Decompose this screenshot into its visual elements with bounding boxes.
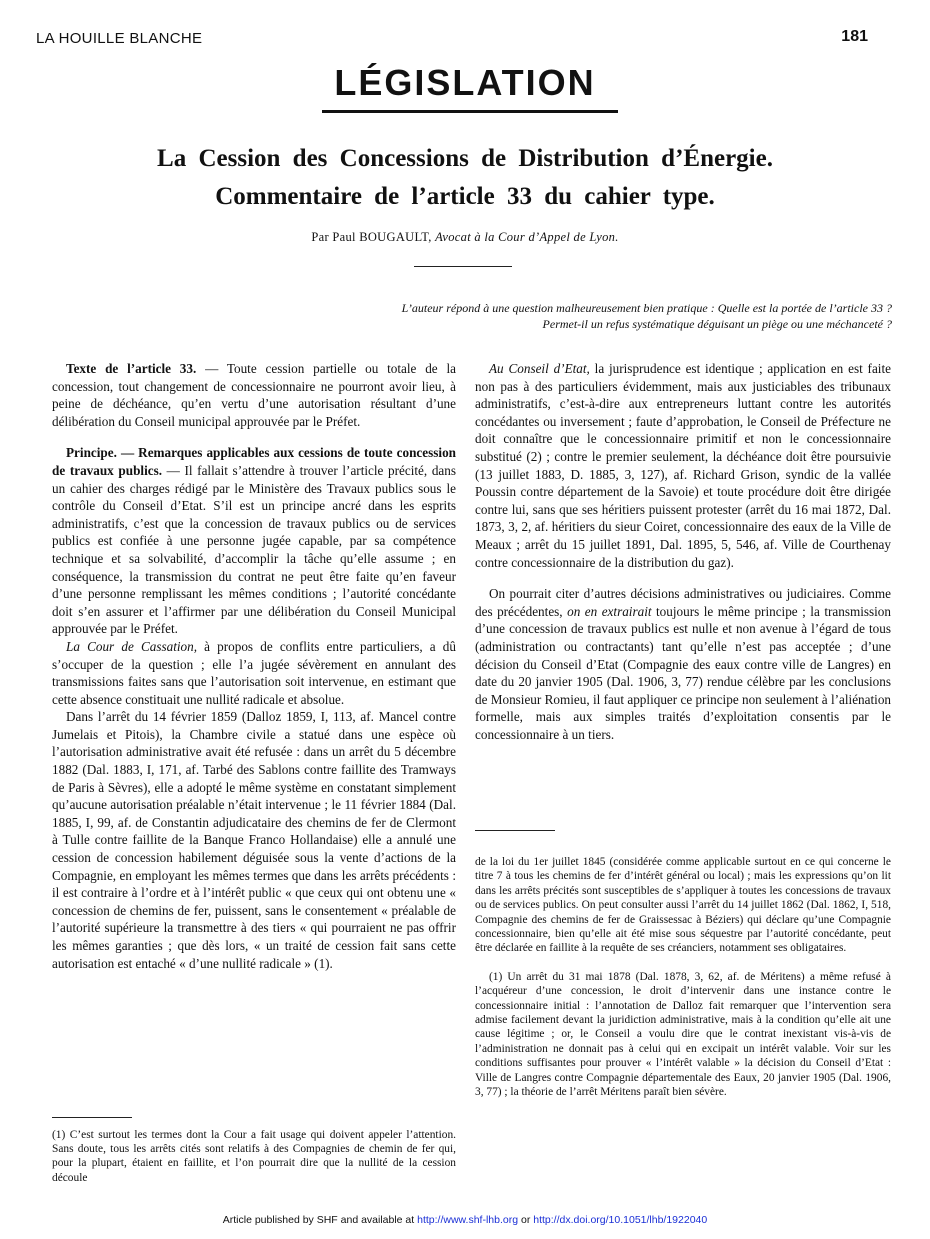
paragraph-body: On pourrait citer d’autres décisions administratives ou judiciaires. Comme des précédentes, — [475, 586, 891, 619]
article-title-line1: La Cession des Concessions de Distribution d’Énergie. — [157, 145, 773, 172]
publication-footer — [0, 1214, 930, 1226]
article-title-line2: Commentaire de l’article 33 du cahier type. — [215, 183, 715, 210]
paragraph-lead: Texte de l’article 33. — [66, 361, 197, 376]
section-underline — [322, 110, 618, 113]
footnotes-right — [475, 855, 891, 1100]
byline-author: Par Paul BOUGAULT, — [311, 230, 432, 244]
right-column — [475, 360, 891, 743]
paragraph-conseil-etat — [475, 360, 891, 571]
abstract — [252, 300, 892, 332]
page-number: 181 — [841, 28, 868, 45]
byline — [0, 230, 930, 245]
paragraph-principe — [52, 444, 456, 638]
doi-link[interactable]: http://dx.doi.org/10.1051/lhb/1922040 — [533, 1214, 708, 1226]
journal-name: LA HOUILLE BLANCHE — [36, 30, 203, 47]
footnote-2: (1) Un arrêt du 31 mai 1878 (Dal. 1878, 3, 62, af. de Méritens) a même refusé à l’acquéreur d’une concession, le droit d’intervenir dans une instance contre le concessionnaire initial : l’annotation de Dalloz fait remarquer que l’intervention sera admise facilement devant la juridiction administrative, mais à la condition qu’elle ait une cause légitime ; or, le Conseil a voulu dire que le contrat inexistant vis-à-vis de l’administration ne donnait pas à celui qui en excipait un intérêt valable. Voir sur les conditions suffisantes pour prouver « l’intérêt valable » la décision du Conseil d’Etat : Ville de Langres contre Compagnie départementale des Eaux, 20 janvier 1905 (Dal. 1906, 3, 77) ; la théorie de l’arrêt Méritens paraît bien sévère. — [475, 970, 891, 1099]
section-heading: LÉGISLATION — [334, 62, 596, 103]
paragraph-body: à propos de conflits entre particuliers, a dû s’occuper de la question ; elle l’a jugée sévèrement en annulant des transmissions faites sans que l’autorisation soit intervenue, en estimant que cette absence constituait une nullité radicale et absolue. — [52, 638, 456, 707]
paragraph-cassation — [52, 638, 456, 708]
abstract-line1: L’auteur répond à une question malheureusement bien pratique : Quelle est la portée de l’article 33 ? — [401, 301, 892, 315]
paragraph-body: — Toute cession partielle ou totale de la concession, tout changement de concessionnaire ne pourront avoir lieu, à peine de déchéance, qu’en vertu d’une autorisation résultant d’une délibération du Conseil municipal approuvée par le Préfet. — [52, 361, 456, 429]
abstract-line2: Permet-il un refus systématique déguisant un piège ou une méchanceté ? — [542, 317, 892, 331]
byline-role: Avocat à la Cour d’Appel de Lyon. — [435, 230, 619, 244]
footnote-continuation: de la loi du 1er juillet 1845 (considérée comme applicable surtout en ce qui concerne le titre 7 à tous les chemins de fer d’intérêt général ou local) ; mais les expressions qu’on lit dans les arrêts précités sont susceptibles de s’appliquer à toutes les concessions de travaux ou de services publics. On peut consulter aussi l’arrêt du 14 juillet 1862 (Dal. 1862, I, 518, Compagnie des chemins de fer de Graissessac à Béziers) qui déclare qu’une Compagnie concessionnaire, bien qu’elle ait été mise sous séquestre par l’autorité concédante, peut être déclarée en faillite à la requête de ses créanciers, notamment ses obligataires. — [475, 856, 891, 955]
paragraph-body: la jurisprudence est identique ; application en est faite non pas à des particuliers évidemment, mais aux justiciables des tribunaux administratifs, c’est-à-dire aux entrepreneurs luttant contre les autorités concédantes ou inversement ; faute d’approbation, le Conseil de Préfecture ne doit connaître que le concessionnaire primitif et non le concessionnaire substitué (2) ; contre le premier seulement, la déchéance doit être poursuivie (13 juillet 1883, D. 1885, 3, 127), af. Richard Grison, syndic de la vallée Poussin contre département de la Savoie) et toute procédure doit être dirigée contre lui, sans que ses héritiers puissent protester (arrêt du 16 mai 1872, Dal. 1873, 3, 2, af. héritiers du sieur Coiret, concessionnaire des eaux de la Ville de Meaux ; arrêt du 15 juillet 1891, Dal. 1895, 5, 546, af. Ville de Courthenay contre concessionnaire de la distribution du gaz). — [475, 361, 891, 570]
paragraph-body: — Il fallait s’attendre à trouver l’article précité, dans un cahier des charges rédigé par le Ministère des Travaux publics sous le contrôle du Conseil d’Etat. S’il est un principe ancré dans les esprits administratifs, c’est que la concession de travaux publics ou de services publics est confiée à une personne jugée capable, par sa compétence technique et sa solvabilité, d’accomplir la tâche qu’elle assume ; en conséquence, la transmission du contrat ne peut être faite qu’en faveur d’une personne remplissant les mêmes conditions ; l’autorité concédante doit s’en assurer et l’affirmer par une délibération du Conseil Municipal approuvée par le Préfet. — [52, 462, 456, 637]
footnote-divider-right — [475, 830, 555, 831]
shf-link[interactable]: http://www.shf-lhb.org — [417, 1214, 519, 1226]
footnote-divider-left — [52, 1117, 132, 1118]
footer-or: or — [518, 1214, 534, 1226]
footer-prefix: Article published by SHF and available at — [222, 1214, 418, 1226]
footnote-left: (1) C’est surtout les termes dont la Cour a fait usage qui doivent appeler l’attention. Sans doute, tous les arrêts cités sont relatifs à des Compagnies de chemin de fer qui, pour la plupart, étaient en faillite, et l’on pourrait dire que la nullité de la cession découle — [52, 1129, 456, 1184]
paragraph-body: toujours le même principe ; la transmission d’une concession de travaux publics est nulle et non avenue à l’égard de tous (administration ou contractants) tant qu’elle n’est pas acceptée ; d’une décision du Conseil d’Etat (Compagnie des eaux contre ville de Langres) en date du 20 janvier 1905 (Dal. 1906, 3, 77) rendue célèbre par les conclusions de Monsieur Romieu, il faut appliquer ce principe non seulement à l’aliénation formelle, mais aux simples traités d’exploitation consentis par le concessionnaire à un tiers. — [475, 603, 892, 742]
paragraph-lead: Principe. — Remarques applicables aux cessions de toute concession de travaux publics. — [52, 445, 456, 478]
paragraph-autres-decisions — [475, 585, 891, 743]
paragraph-article-text — [52, 360, 456, 430]
paragraph-arrets: Dans l’arrêt du 14 février 1859 (Dalloz 1859, I, 113, af. Mancel contre Jumelais et Pitois), la Chambre civile a statué dans une espèce où l’autorisation administrative avait été refusée : dans un arrêt du 5 décembre 1882 (Dal. 1883, I, 171, af. Tarbé des Sablons contre faillite des Tramways de Paris à Sèvres), elle a adopté le même système en constatant simplement qu’aucune autorisation préalable n’était intervenue ; le 11 février 1884 (Dal. 1885, I, 99, af. de Constantin adjudicataire des chemins de fer de Clermont à Tulle contre faillite de la Banque Franco Hollandaise) elle a annulé une cession de concession habilement déguisée sous la vente d’actions de la Compagnie, en employant les mêmes termes que dans les arrêts précédents : il est contraire à l’ordre et à l’intérêt public « que ceux qui ont obtenu une « concession de chemins de fer, puissent, sans le consentement « préalable de l’autorité supérieure la transmettre à des tiers « qui pourraient ne pas offrir les mêmes garanties ; que dès lors, « un traité de cession fait sans cette autorisation est entaché « d’une nullité radicale » (1). — [52, 709, 456, 971]
byline-divider — [414, 266, 512, 267]
paragraph-italic: on en extrairait — [567, 603, 652, 619]
paragraph-italic: Au Conseil d’Etat, — [489, 361, 590, 376]
left-column — [52, 360, 456, 972]
paragraph-italic: La Cour de Cassation, — [66, 638, 198, 654]
